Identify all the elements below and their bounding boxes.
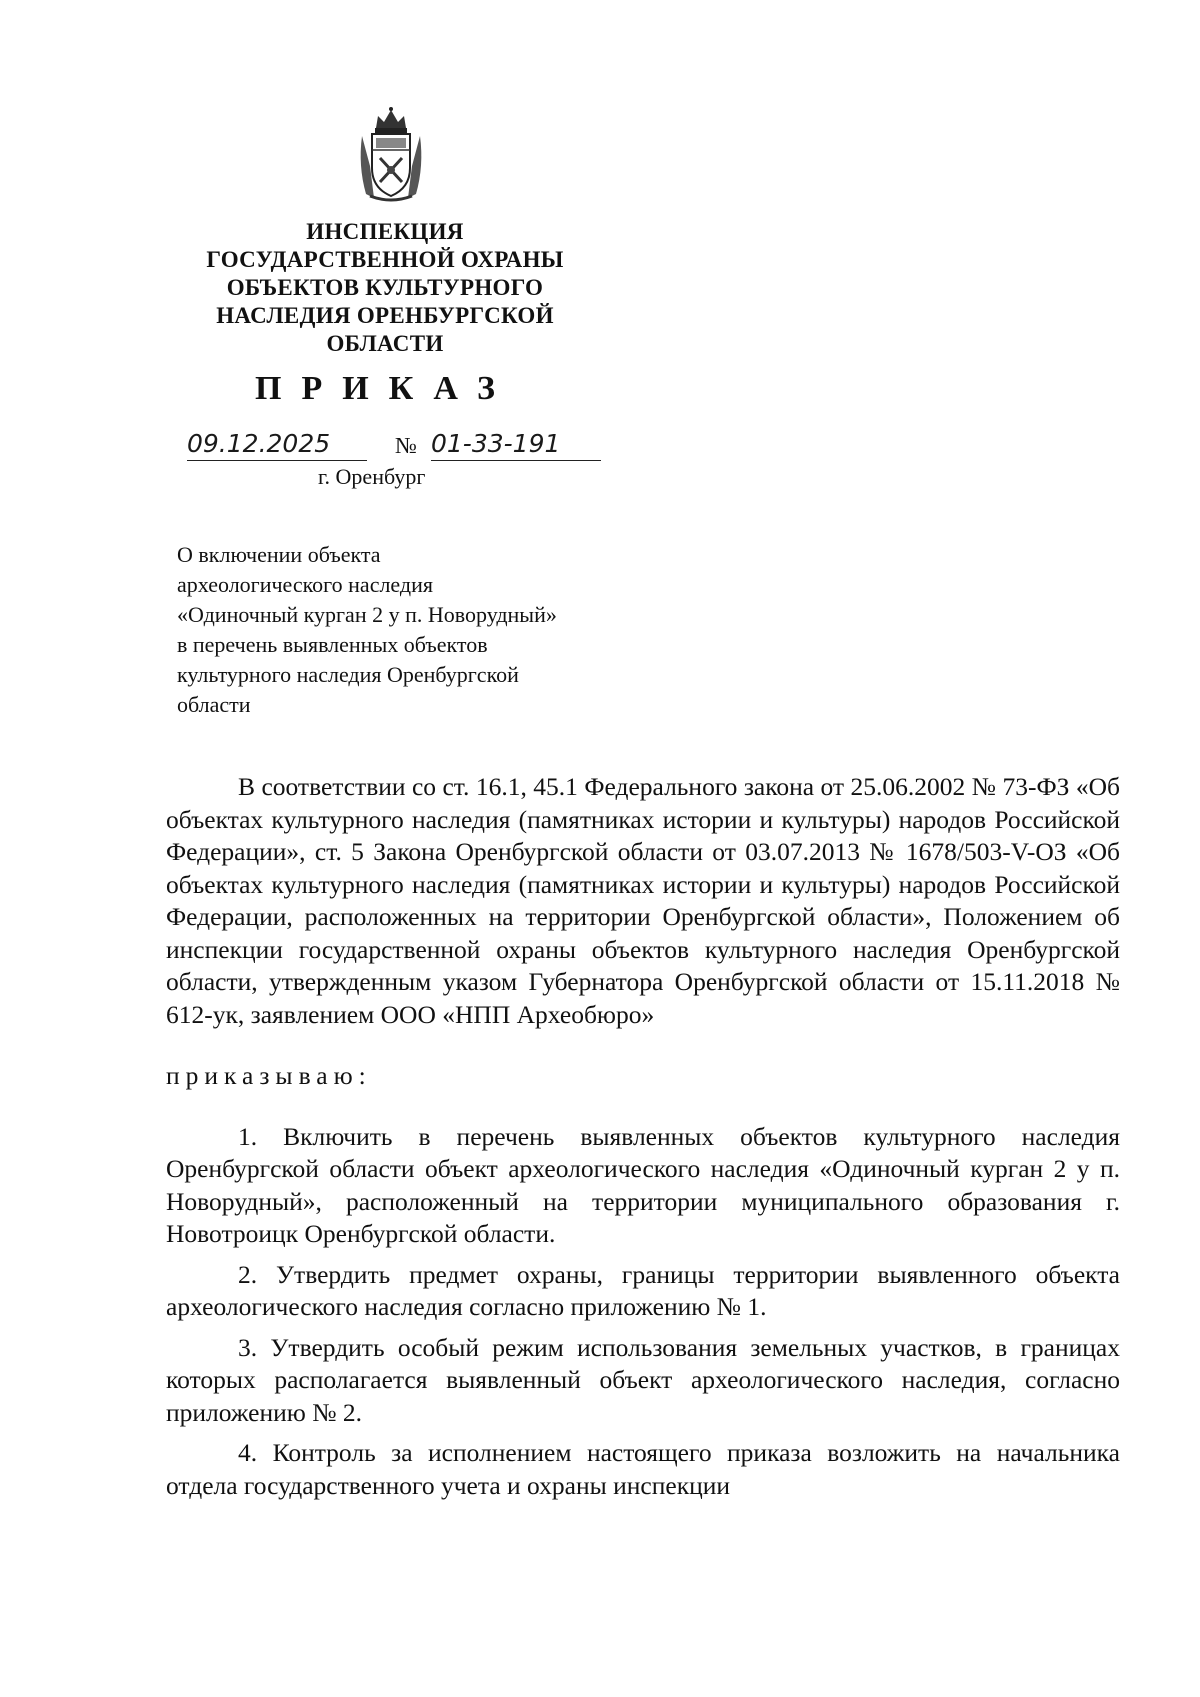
- date-number-row: [177, 428, 602, 464]
- subject-line: О включении объекта: [177, 542, 381, 567]
- document-type-title: ПРИКАЗ: [255, 370, 515, 407]
- order-directive-word: приказываю:: [166, 1061, 372, 1090]
- preamble-paragraph: В соответствии со ст. 16.1, 45.1 Федерального закона от 25.06.2002 № 73-ФЗ «Об объектах культурного наследия (памятниках истории и культуры) народов Российской Федерации», ст. 5 Закона Оренбургской области от 03.07.2013 № 1678/503-V-ОЗ «Об объектах культурного наследия (памятниках истории и культуры) народов Российской Федерации, расположенных на территории Оренбургской области», Положением об инспекции государственной охраны объектов культурного наследия Оренбургской области, утвержденным указом Губернатора Оренбургской области от 15.11.2018 № 612-ук, заявлением ООО «НПП Археобюро»: [166, 772, 1120, 1029]
- authority-name-line: ОБЛАСТИ: [326, 331, 444, 356]
- authority-name-line: ИНСПЕКЦИЯ: [306, 219, 464, 244]
- subject-line: в перечень выявленных объектов: [177, 632, 488, 657]
- subject-line: «Одиночный курган 2 у п. Новорудный»: [177, 602, 557, 627]
- subject-line: культурного наследия Оренбургской: [177, 662, 519, 687]
- issue-city: г. Оренбург: [318, 464, 426, 489]
- subject-line: области: [177, 692, 251, 717]
- order-body: [166, 771, 1120, 1510]
- authority-name-line: НАСЛЕДИЯ ОРЕНБУРГСКОЙ: [216, 303, 554, 328]
- issuing-authority: [180, 218, 590, 358]
- oblast-coat-of-arms-icon: [356, 106, 426, 202]
- order-item: 4. Контроль за исполнением настоящего приказа возложить на начальника отдела государственного учета и охраны инспекции: [166, 1438, 1120, 1500]
- order-item: 2. Утвердить предмет охраны, границы территории выявленного объекта археологического наследия согласно приложению № 1.: [166, 1259, 1120, 1321]
- order-number: 01-33-191: [431, 428, 601, 461]
- subject-line: археологического наследия: [177, 572, 433, 597]
- order-date: 09.12.2025: [187, 428, 367, 461]
- authority-name-line: ГОСУДАРСТВЕННОЙ ОХРАНЫ: [206, 247, 564, 272]
- authority-name-line: ОБЪЕКТОВ КУЛЬТУРНОГО: [226, 275, 544, 300]
- order-item: 3. Утвердить особый режим использования земельных участков, в границах которых располагается выявленный объект археологического наследия, согласно приложению № 2.: [166, 1332, 1120, 1427]
- order-subject: [177, 540, 597, 720]
- order-item: 1. Включить в перечень выявленных объектов культурного наследия Оренбургской области объект археологического наследия «Одиночный курган 2 у п. Новорудный», расположенный на территории муниципального образования г. Новотроицк Оренбургской области.: [166, 1121, 1120, 1248]
- number-label: №: [395, 433, 417, 458]
